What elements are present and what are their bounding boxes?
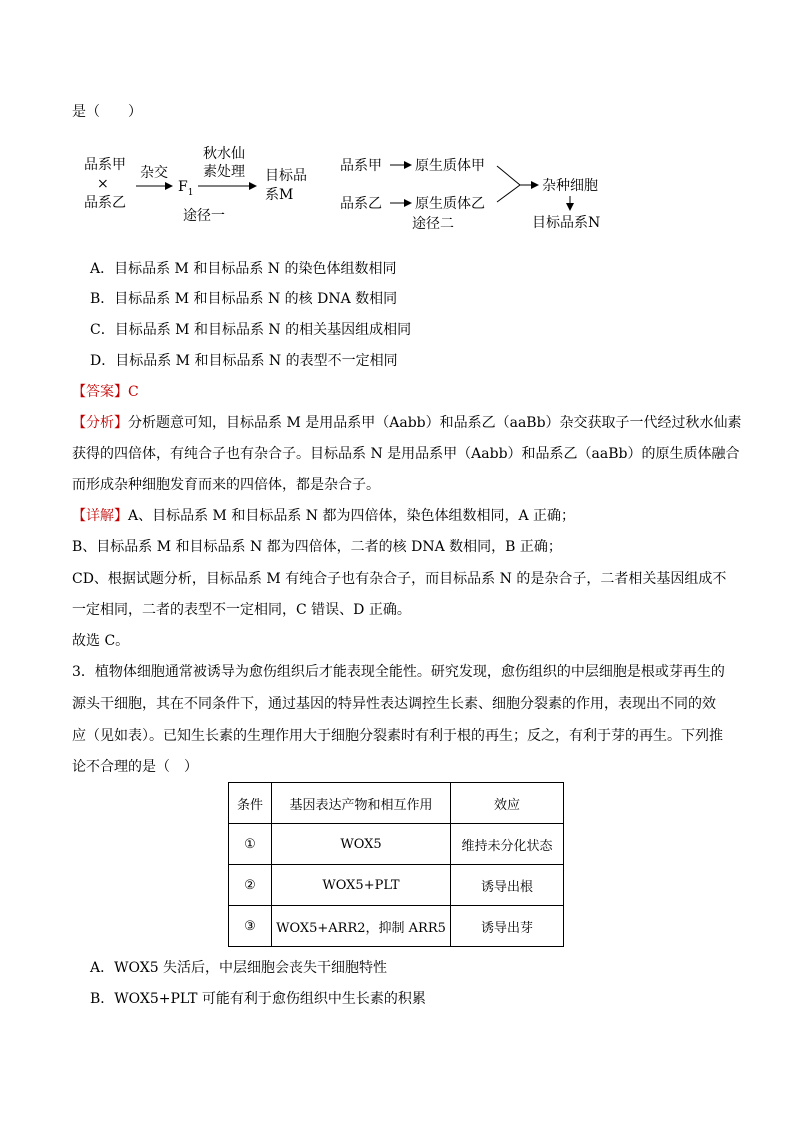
table-row [229, 906, 564, 947]
table-header-row [229, 783, 564, 824]
strain-a-label: 品系甲 [340, 158, 382, 174]
pathway-two-label: 途径二 [412, 216, 454, 232]
f1-label: $F_1$ [178, 179, 194, 198]
protoplast-b-label: 原生质体乙 [415, 196, 485, 212]
detail-line-2: B、目标品系 M 和目标品系 N 都为四倍体，二者的核 DNA 数相同，B 正确； [72, 539, 562, 555]
question-3-line-2: 源头干细胞，其在不同条件下，通过基因的特异性表达调控生长素、细胞分裂素的作用，表现出不同的效 [72, 696, 716, 712]
table-cell: ③ [229, 906, 272, 947]
table-cell: 诱导出芽 [451, 906, 564, 947]
gene-expression-table [228, 782, 564, 947]
colchicine-label-2: 素处理 [203, 164, 245, 180]
table-header: 基因表达产物和相互作用 [272, 783, 451, 824]
hybridization-label: 杂交 [140, 165, 168, 181]
analysis-tag: 【分析】 [72, 415, 128, 431]
answer-tag: 【答案】 [72, 384, 128, 400]
table-header: 效应 [451, 783, 564, 824]
colchicine-label-1: 秋水仙 [203, 146, 245, 162]
analysis-line-3: 而形成杂种细胞发育而来的四倍体，都是杂合子。 [72, 477, 380, 493]
option-c: C．目标品系 M 和目标品系 N 的相关基因组成相同 [90, 322, 412, 338]
target-n-label: 目标品系N [532, 215, 601, 231]
detail-tag: 【详解】 [72, 508, 128, 524]
question-stem-tail: 是（ ） [72, 104, 142, 120]
analysis-line-2: 获得的四倍体，有纯合子也有杂合子。目标品系 N 是用品系甲（Aabb）和品系乙（aaBb）的原生质体融合 [72, 446, 740, 462]
option-a: A．目标品系 M 和目标品系 N 的染色体组数相同 [90, 261, 397, 277]
target-m-label-2: 系M [265, 187, 294, 203]
protoplast-a-label: 原生质体甲 [415, 158, 485, 174]
table-cell: WOX5 [272, 824, 451, 865]
detail-line-4: 一定相同，二者的表型不一定相同，C 错误、D 正确。 [72, 602, 411, 618]
answer-line [72, 382, 139, 402]
option-d: D．目标品系 M 和目标品系 N 的表型不一定相同 [90, 353, 398, 369]
table-cell: ② [229, 865, 272, 906]
question-3-line-1: 3．植物体细胞通常被诱导为愈伤组织后才能表现全能性。研究发现，愈伤组织的中层细胞是根或芽再生的 [72, 664, 725, 680]
detail-line-5: 故选 C。 [72, 633, 130, 649]
analysis-line-1: 【分析】分析题意可知，目标品系 M 是用品系甲（Aabb）和品系乙（aaBb）杂交获取子一代经过秋水仙素 [72, 415, 742, 431]
table-cell: 维持未分化状态 [451, 824, 564, 865]
option-b: B．目标品系 M 和目标品系 N 的核 DNA 数相同 [90, 291, 398, 307]
answer-value: C [128, 384, 139, 400]
pathway-one-label: 途径一 [183, 208, 225, 224]
strain-b-label: 品系乙 [340, 196, 382, 212]
table-header: 条件 [229, 783, 272, 824]
table-row [229, 865, 564, 906]
q3-option-a: A．WOX5 失活后，中层细胞会丧失干细胞特性 [90, 960, 388, 976]
breeding-pathway-diagram [0, 140, 794, 240]
hybrid-cell-label: 杂种细胞 [542, 178, 598, 194]
target-m-label-1: 目标品 [265, 168, 307, 184]
question-3-line-3: 应（见如表）。已知生长素的生理作用大于细胞分裂素时有利于根的再生；反之，有利于芽的再生。下列推 [72, 728, 723, 744]
table-cell: WOX5+PLT [272, 865, 451, 906]
table-cell: ① [229, 824, 272, 865]
detail-line-3: CD、根据试题分析，目标品系 M 有纯合子也有杂合子，而目标品系 N 的是杂合子，二者相关基因组成不 [72, 571, 727, 587]
table-row [229, 824, 564, 865]
table-cell: WOX5+ARR2，抑制 ARR5 [272, 906, 451, 947]
parent-a-label: 品系甲 [84, 157, 126, 173]
q3-option-b: B．WOX5+PLT 可能有利于愈伤组织中生长素的积累 [90, 991, 426, 1007]
parent-b-label: 品系乙 [84, 195, 126, 211]
cross-symbol: × [97, 176, 109, 192]
question-3-line-4: 论不合理的是（ ） [72, 759, 198, 775]
table-cell: 诱导出根 [451, 865, 564, 906]
detail-line-1: 【详解】A、目标品系 M 和目标品系 N 都为四倍体，染色体组数相同，A 正确； [72, 508, 576, 524]
